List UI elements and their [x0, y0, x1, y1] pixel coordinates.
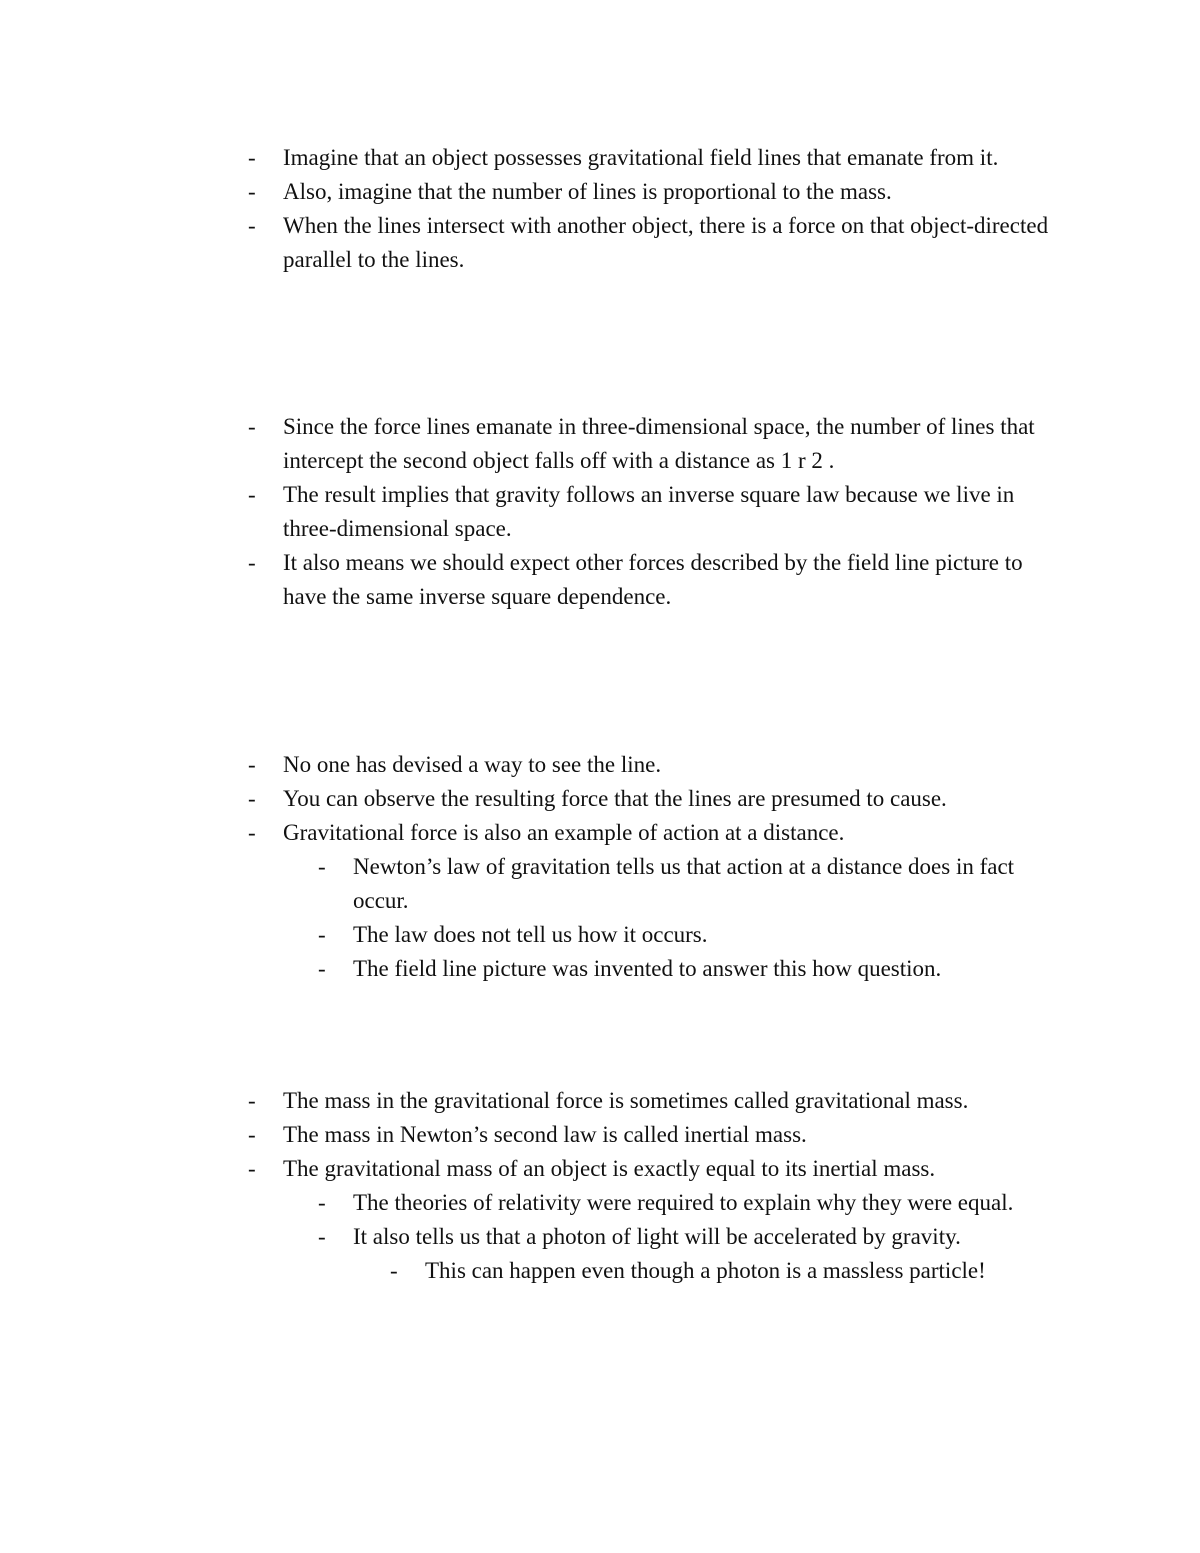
bullet-dash: -	[248, 752, 256, 777]
sub-sub-list-item	[0, 1254, 1200, 1288]
bullet-dash: -	[248, 1088, 256, 1113]
list-item	[0, 1118, 1200, 1152]
list-item	[0, 748, 1200, 782]
list-item-text: When the lines intersect with another object, there is a force on that object-directed parallel to the lines.	[283, 213, 1049, 272]
list-item	[0, 209, 1200, 277]
bullet-dash: -	[248, 145, 256, 170]
list-item-text: The theories of relativity were required to explain why they were equal.	[353, 1190, 1014, 1215]
list-item	[0, 1152, 1200, 1186]
bullet-dash: -	[248, 414, 256, 439]
bullet-dash: -	[318, 956, 326, 981]
list-item-text: The mass in Newton’s second law is called inertial mass.	[283, 1122, 807, 1147]
bullet-dash: -	[248, 786, 256, 811]
list-item	[0, 410, 1200, 478]
list-item-text: The mass in the gravitational force is sometimes called gravitational mass.	[283, 1088, 969, 1113]
list-item-text: It also tells us that a photon of light will be accelerated by gravity.	[353, 1224, 961, 1249]
section-action-at-distance	[0, 748, 1200, 986]
list-item	[0, 782, 1200, 816]
list-item	[0, 1084, 1200, 1118]
bullet-dash: -	[318, 854, 326, 879]
list-item-text: The result implies that gravity follows an inverse square law because we live in three-dimensional space.	[283, 482, 1015, 541]
list-item-text: The law does not tell us how it occurs.	[353, 922, 708, 947]
list-item-text: This can happen even though a photon is a massless particle!	[425, 1258, 986, 1283]
sub-list-item	[0, 1220, 1200, 1254]
bullet-dash: -	[318, 1190, 326, 1215]
list-item-text: It also means we should expect other forces described by the field line picture to have the same inverse square dependence.	[283, 550, 1023, 609]
list-item-text: Also, imagine that the number of lines is proportional to the mass.	[283, 179, 892, 204]
bullet-dash: -	[390, 1258, 398, 1283]
sub-list-item	[0, 918, 1200, 952]
list-item	[0, 546, 1200, 614]
sub-list-item	[0, 952, 1200, 986]
bullet-dash: -	[248, 1122, 256, 1147]
section-field-lines	[0, 141, 1200, 277]
list-item-text: Newton’s law of gravitation tells us that action at a distance does in fact occur.	[353, 854, 1015, 913]
list-item	[0, 478, 1200, 546]
bullet-dash: -	[318, 1224, 326, 1249]
list-item-text: Since the force lines emanate in three-dimensional space, the number of lines that intercept the second object falls off with a distance as 1 r 2 .	[283, 414, 1035, 473]
list-item-text: Gravitational force is also an example of action at a distance.	[283, 820, 845, 845]
bullet-dash: -	[248, 550, 256, 575]
list-item	[0, 141, 1200, 175]
sub-list-item	[0, 1186, 1200, 1220]
bullet-dash: -	[248, 179, 256, 204]
bullet-dash: -	[248, 820, 256, 845]
list-item-text: The field line picture was invented to answer this how question.	[353, 956, 942, 981]
list-item-text: The gravitational mass of an object is exactly equal to its inertial mass.	[283, 1156, 936, 1181]
bullet-dash: -	[248, 213, 256, 238]
section-inverse-square	[0, 410, 1200, 614]
section-gravitational-mass	[0, 1084, 1200, 1288]
bullet-dash: -	[318, 922, 326, 947]
list-item-text: You can observe the resulting force that the lines are presumed to cause.	[283, 786, 947, 811]
bullet-dash: -	[248, 482, 256, 507]
list-item	[0, 816, 1200, 850]
list-item-text: No one has devised a way to see the line.	[283, 752, 662, 777]
bullet-dash: -	[248, 1156, 256, 1181]
sub-list-item	[0, 850, 1200, 918]
list-item-text: Imagine that an object possesses gravitational field lines that emanate from it.	[283, 145, 999, 170]
list-item	[0, 175, 1200, 209]
